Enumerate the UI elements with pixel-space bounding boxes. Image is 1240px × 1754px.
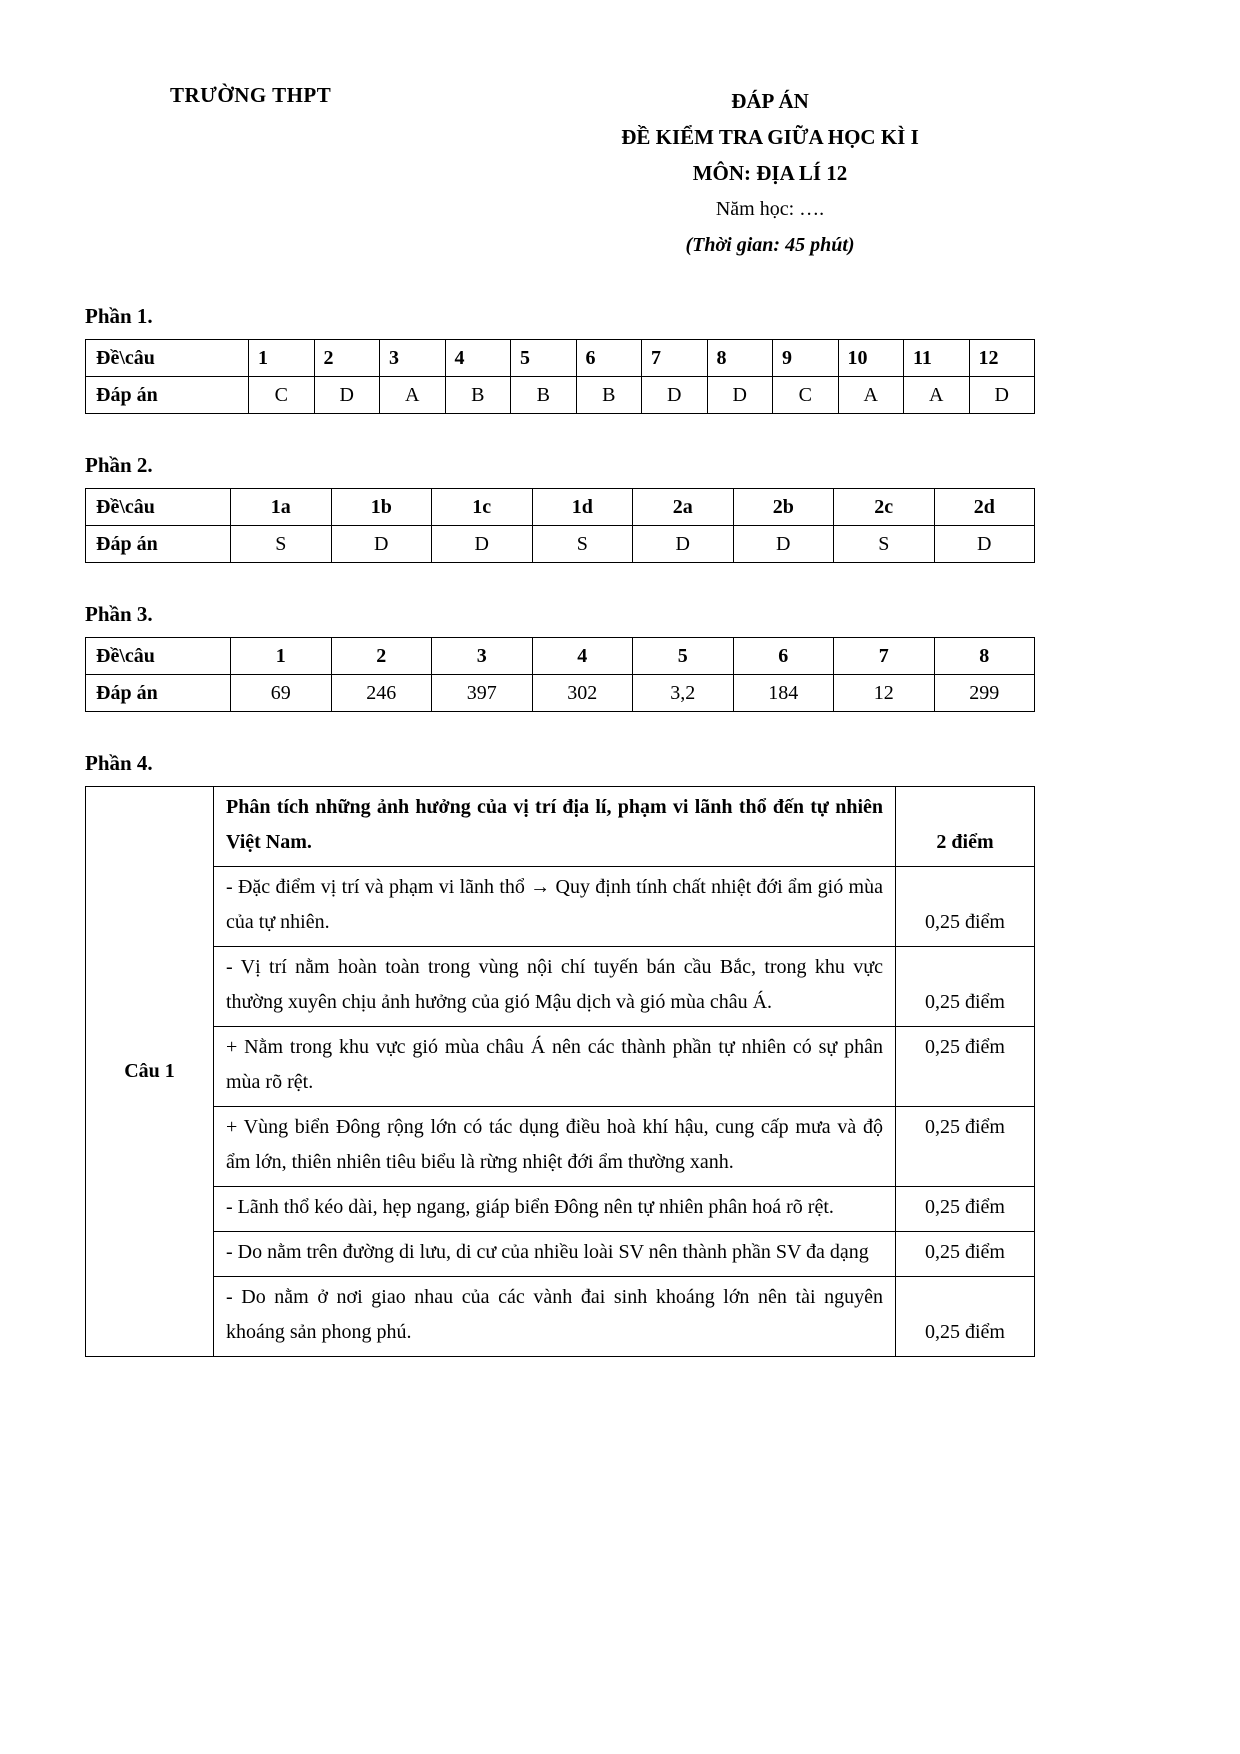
school-year: Năm học: …. <box>715 198 825 220</box>
row-label: Đáp án <box>86 377 249 414</box>
answer-cell: B <box>511 377 577 414</box>
answer-cell: C <box>773 377 839 414</box>
answer-cell: D <box>314 377 380 414</box>
part2-answer-row <box>86 526 1035 563</box>
part1-answer-table <box>85 339 1035 414</box>
question-number-cell: 4 <box>532 638 633 675</box>
question-number-cell: 1b <box>331 489 432 526</box>
document-header <box>0 0 1240 265</box>
rubric-row <box>86 1187 1035 1232</box>
answer-cell: 299 <box>934 675 1035 712</box>
part2-answer-table <box>85 488 1035 563</box>
answer-cell: D <box>432 526 533 563</box>
rubric-points: 0,25 điểm <box>896 1232 1035 1277</box>
part3-answer-table <box>85 637 1035 712</box>
answer-cell: A <box>904 377 970 414</box>
rubric-row <box>86 1107 1035 1187</box>
answer-cell: A <box>838 377 904 414</box>
answer-cell: B <box>576 377 642 414</box>
question-number-cell: 7 <box>642 340 708 377</box>
rubric-text: + Vùng biển Đông rộng lớn có tác dụng điều hoà khí hậu, cung cấp mưa và độ ẩm lớn, thiên nhiên tiêu biểu là rừng nhiệt đới ẩm thường xanh. <box>214 1107 896 1187</box>
question-number-cell: 8 <box>707 340 773 377</box>
question-number-cell: 6 <box>733 638 834 675</box>
school-name: TRƯỜNG THPT <box>170 83 332 107</box>
rubric-points: 0,25 điểm <box>896 1277 1035 1357</box>
answer-cell: 3,2 <box>633 675 734 712</box>
question-number-cell: 8 <box>934 638 1035 675</box>
title-block <box>470 83 1070 263</box>
rubric-text: - Do nằm trên đường di lưu, di cư của nhiều loài SV nên thành phần SV đa dạng <box>214 1232 896 1277</box>
answer-cell: S <box>834 526 935 563</box>
answer-cell: C <box>249 377 315 414</box>
part2-heading: Phần 2. <box>85 453 153 477</box>
part1-answer-row <box>86 377 1035 414</box>
answer-cell: D <box>331 526 432 563</box>
answer-cell: D <box>633 526 734 563</box>
part3-question-row <box>86 638 1035 675</box>
question-number-cell: 12 <box>969 340 1035 377</box>
rubric-text: - Do nằm ở nơi giao nhau của các vành đai sinh khoáng lớn nên tài nguyên khoáng sản phong phú. <box>214 1277 896 1357</box>
question-number-cell: 10 <box>838 340 904 377</box>
answer-cell: 12 <box>834 675 935 712</box>
answer-cell: D <box>934 526 1035 563</box>
rubric-row <box>86 867 1035 947</box>
question-number-cell: 9 <box>773 340 839 377</box>
answer-cell: S <box>532 526 633 563</box>
question-number-cell: 5 <box>511 340 577 377</box>
question-number-cell: 5 <box>633 638 734 675</box>
answer-key-title: ĐÁP ÁN <box>731 89 809 113</box>
question-number-cell: 11 <box>904 340 970 377</box>
document-content <box>85 303 1035 1357</box>
subject-title: MÔN: ĐỊA LÍ 12 <box>692 161 848 185</box>
exam-title: ĐỀ KIỂM TRA GIỮA HỌC KÌ I <box>621 125 919 149</box>
answer-cell: 69 <box>231 675 332 712</box>
answer-cell: 246 <box>331 675 432 712</box>
question-number-cell: 1c <box>432 489 533 526</box>
question-number-cell: 3 <box>380 340 446 377</box>
rubric-text: Phân tích những ảnh hưởng của vị trí địa lí, phạm vi lãnh thổ đến tự nhiên Việt Nam. <box>214 787 896 867</box>
rubric-text: - Vị trí nằm hoàn toàn trong vùng nội chí tuyến bán cầu Bắc, trong khu vực thường xuyên chịu ảnh hưởng của gió Mậu dịch và gió mùa châu Á. <box>214 947 896 1027</box>
part4-heading: Phần 4. <box>85 751 153 775</box>
part1-heading: Phần 1. <box>85 304 153 328</box>
answer-cell: 397 <box>432 675 533 712</box>
part4-rubric-table <box>85 786 1035 1357</box>
row-label: Đề\câu <box>86 638 231 675</box>
question-number-cell: 3 <box>432 638 533 675</box>
rubric-points: 0,25 điểm <box>896 947 1035 1027</box>
rubric-row <box>86 1232 1035 1277</box>
rubric-points: 0,25 điểm <box>896 1187 1035 1232</box>
row-label: Đề\câu <box>86 340 249 377</box>
exam-duration: (Thời gian: 45 phút) <box>685 234 855 256</box>
part2-question-row <box>86 489 1035 526</box>
rubric-row <box>86 947 1035 1027</box>
answer-cell: D <box>969 377 1035 414</box>
question-label: Câu 1 <box>86 787 214 1357</box>
part3-answer-row <box>86 675 1035 712</box>
question-number-cell: 2d <box>934 489 1035 526</box>
part1-question-row <box>86 340 1035 377</box>
question-number-cell: 1 <box>249 340 315 377</box>
answer-cell: A <box>380 377 446 414</box>
question-number-cell: 1d <box>532 489 633 526</box>
rubric-text: - Lãnh thổ kéo dài, hẹp ngang, giáp biển Đông nên tự nhiên phân hoá rõ rệt. <box>214 1187 896 1232</box>
answer-cell: 302 <box>532 675 633 712</box>
rubric-points: 0,25 điểm <box>896 867 1035 947</box>
question-number-cell: 2 <box>314 340 380 377</box>
answer-cell: 184 <box>733 675 834 712</box>
row-label: Đề\câu <box>86 489 231 526</box>
answer-cell: B <box>445 377 511 414</box>
rubric-row <box>86 787 1035 867</box>
question-number-cell: 2b <box>733 489 834 526</box>
question-number-cell: 7 <box>834 638 935 675</box>
question-number-cell: 2 <box>331 638 432 675</box>
question-number-cell: 1a <box>231 489 332 526</box>
question-number-cell: 4 <box>445 340 511 377</box>
rubric-points: 0,25 điểm <box>896 1107 1035 1187</box>
rubric-text: - Đặc điểm vị trí và phạm vi lãnh thổ → Quy định tính chất nhiệt đới ẩm gió mùa của tự nhiên. <box>214 867 896 947</box>
rubric-text: + Nằm trong khu vực gió mùa châu Á nên các thành phần tự nhiên có sự phân mùa rõ rệt. <box>214 1027 896 1107</box>
rubric-row <box>86 1027 1035 1107</box>
question-number-cell: 2c <box>834 489 935 526</box>
row-label: Đáp án <box>86 675 231 712</box>
row-label: Đáp án <box>86 526 231 563</box>
answer-cell: D <box>733 526 834 563</box>
rubric-row <box>86 1277 1035 1357</box>
rubric-points: 0,25 điểm <box>896 1027 1035 1107</box>
answer-cell: D <box>707 377 773 414</box>
rubric-points: 2 điểm <box>896 787 1035 867</box>
part3-heading: Phần 3. <box>85 602 153 626</box>
question-number-cell: 2a <box>633 489 734 526</box>
question-number-cell: 1 <box>231 638 332 675</box>
question-number-cell: 6 <box>576 340 642 377</box>
answer-cell: D <box>642 377 708 414</box>
answer-cell: S <box>231 526 332 563</box>
